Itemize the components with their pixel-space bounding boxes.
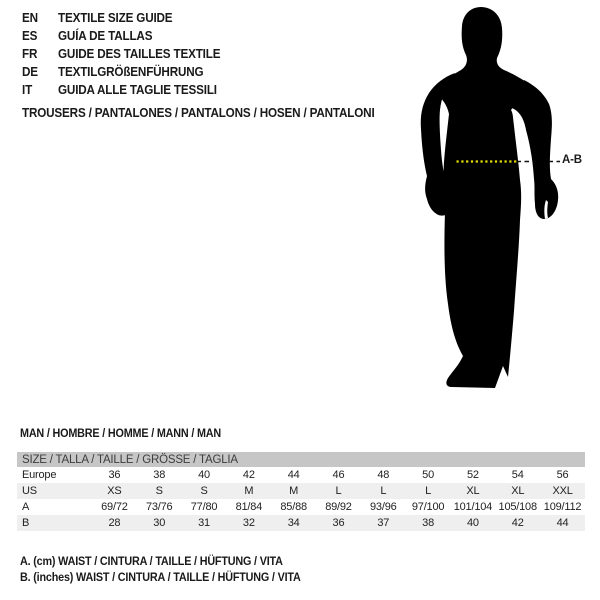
size-value-cell: 97/100: [411, 501, 445, 513]
language-label: TEXTILGRÖßENFÜHRUNG: [58, 64, 204, 79]
size-value-cell: 40: [198, 469, 210, 481]
size-value-cell: 46: [332, 469, 345, 481]
size-value-cell: 38: [153, 469, 166, 481]
size-value-cell: S: [200, 485, 208, 497]
size-value-cell: 40: [466, 517, 479, 529]
language-row: [22, 63, 346, 81]
size-value-cell: 32: [242, 517, 255, 529]
size-value-cell: 52: [466, 469, 479, 481]
size-value-cell: L: [335, 485, 342, 497]
language-code: FR: [22, 46, 38, 61]
table-row: [17, 467, 585, 483]
size-value-cell: 89/92: [325, 501, 352, 513]
language-label: GUÍA DE TALLAS: [58, 28, 153, 43]
size-value-cell: 42: [242, 469, 255, 481]
size-value-cell: M: [244, 485, 254, 497]
size-value-cell: 37: [377, 517, 390, 529]
size-table: [17, 452, 585, 531]
language-row: [22, 81, 346, 99]
language-code: EN: [22, 10, 38, 25]
size-value-cell: L: [425, 485, 432, 497]
size-value-cell: 28: [108, 517, 121, 529]
language-label: TEXTILE SIZE GUIDE: [58, 10, 173, 25]
language-label: GUIDA ALLE TAGLIE TESSILI: [58, 82, 217, 97]
section-title-man: MAN / HOMBRE / HOMME / MANN / MAN: [20, 426, 222, 440]
size-value-cell: XS: [107, 485, 122, 497]
size-value-cell: 85/88: [280, 501, 307, 513]
language-code: DE: [22, 64, 38, 79]
size-value-cell: 69/72: [101, 501, 128, 513]
language-label: GUIDE DES TAILLES TEXTILE: [58, 46, 221, 61]
size-value-cell: 93/96: [370, 501, 397, 513]
note-line: A. (cm) WAIST / CINTURA / TAILLE / HÜFTUNG / VITA: [20, 554, 283, 568]
size-value-cell: 36: [332, 517, 345, 529]
size-value-cell: 54: [511, 469, 524, 481]
size-value-cell: 101/104: [453, 501, 493, 513]
size-value-cell: 109/112: [543, 501, 582, 513]
size-value-cell: S: [155, 485, 163, 497]
measurement-notes: [20, 553, 332, 585]
size-table-body: [17, 467, 585, 531]
size-value-cell: 38: [422, 517, 435, 529]
size-value-cell: 105/108: [498, 501, 537, 513]
size-value-cell: 30: [153, 517, 166, 529]
size-value-cell: 77/80: [190, 501, 218, 513]
note-line: B. (inches) WAIST / CINTURA / TAILLE / HÜFTUNG / VITA: [20, 570, 301, 584]
size-value-cell: 36: [108, 469, 121, 481]
row-label-cell: US: [22, 485, 37, 497]
size-value-cell: 48: [377, 469, 390, 481]
size-value-cell: 44: [556, 517, 569, 529]
size-value-cell: 73/76: [145, 501, 173, 513]
size-value-cell: 81/84: [235, 501, 263, 513]
language-code: IT: [22, 82, 33, 97]
size-value-cell: XL: [466, 485, 480, 497]
row-label-cell: B: [22, 517, 30, 529]
measure-label-ab: A-B: [562, 154, 582, 166]
size-table-header: SIZE / TALLA / TAILLE / GRÖSSE / TAGLIA: [17, 452, 585, 467]
size-value-cell: XL: [511, 485, 525, 497]
size-value-cell: 50: [422, 469, 435, 481]
language-row: [22, 9, 346, 27]
language-row: [22, 45, 346, 63]
size-value-cell: 44: [287, 469, 300, 481]
table-row: [17, 515, 585, 531]
size-value-cell: 56: [556, 469, 569, 481]
man-silhouette-figure: [403, 2, 593, 397]
size-value-cell: M: [289, 485, 299, 497]
size-table-header-row: [17, 452, 585, 467]
size-value-cell: 42: [511, 517, 524, 529]
row-label-cell: A: [22, 501, 30, 513]
size-value-cell: 34: [287, 517, 300, 529]
row-label-cell: Europe: [22, 469, 57, 481]
size-value-cell: L: [380, 485, 387, 497]
table-row: [17, 499, 585, 515]
language-list: [22, 9, 346, 99]
size-value-cell: 31: [198, 517, 210, 529]
garment-title: TROUSERS / PANTALONES / PANTALONS / HOSEN / PANTALONI: [22, 105, 375, 120]
table-row: [17, 483, 585, 499]
size-value-cell: XXL: [552, 485, 573, 497]
language-code: ES: [22, 28, 38, 43]
language-row: [22, 27, 346, 45]
